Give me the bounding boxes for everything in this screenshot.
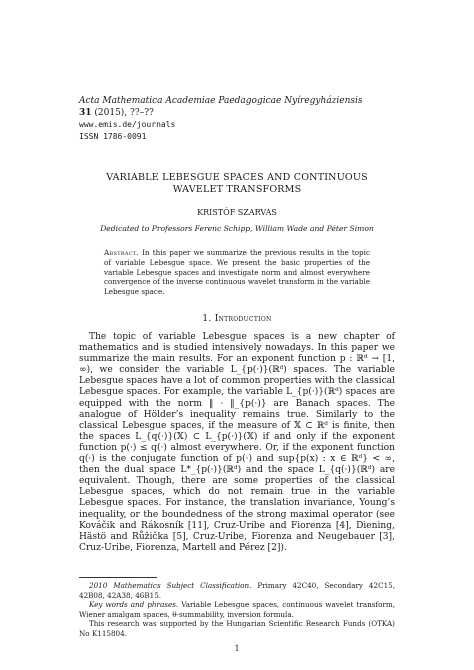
abstract <box>104 248 370 297</box>
journal-header <box>79 96 409 142</box>
journal-url[interactable]: www.emis.de/journals <box>79 120 176 129</box>
title-line-1: VARIABLE LEBESGUE SPACES AND CONTINUOUS <box>106 172 368 183</box>
footnote-msc <box>79 581 395 600</box>
page-number: 1 <box>234 644 240 653</box>
volume-year-pages: (2015), ??–?? <box>91 107 154 118</box>
journal-name: Acta Mathematica Academiae Paedagogicae Nyíregyháziensis <box>79 96 363 106</box>
paragraph: The topic of variable Lebesgue spaces is a new chapter of mathematics and is studied intensively nowadays. In this paper we summarize the main results. For an exponent function p : ℝᵈ → [1, ∞), we consider the variable L_{p(·)}(ℝᵈ) spaces. The variable Lebesgue spaces have a lot of common properties with the classical Lebesgue spaces. For example, the variable L_{p(·)}(ℝᵈ) spaces are equipped with the norm ‖ · ‖_{p(·)} are Banach spaces. The analogue of Hölder’s inequality remains true. Similarly to the classical Lebesgue spaces, if the measure of 𝕏 ⊂ ℝᵈ is finite, then the spaces L_{q(·)}(𝕏) ⊂ L_{p(·)}(𝕏) if and only if the exponent function p(·) ≤ q(·) almost everywhere. Or, if the exponent function q(·) is the conjugate function of p(·) and sup{p(x) : x ∈ ℝᵈ} < ∞, then the dual space L*_{p(·)}(ℝᵈ) and the space L_{q(·)}(ℝᵈ) are equivalent. Though, there are some properties of the classical Lebesgue spaces, which do not remain true in the variable Lebesgue spaces. For instance, the translation invariance, Young’s inequality, or the boundedness of the strong maximal operator (see Kováčik and Rákosník [11], Cruz-Uribe and Fiorenza [4], Diening, Hästö and Růžička [5], Cruz-Uribe, Fiorenza and Neugebauer [3], Cruz-Uribe, Fiorenza, Martell and Pérez [2]). <box>79 332 395 553</box>
footnote-keywords <box>79 600 395 619</box>
footnotes <box>79 581 395 639</box>
section-title: Introduction <box>214 314 272 324</box>
keywords-text: Variable Lebesgue spaces, continuous wavelet transform, Wiener amalgam spaces, θ-summability, inversion formula. <box>79 600 395 619</box>
keywords-label: Key words and phrases. <box>89 600 179 610</box>
dedication: Dedicated to Professors Ferenc Schipp, William Wade and Péter Simon <box>100 224 374 233</box>
footnote-rule <box>79 577 157 578</box>
abstract-text: In this paper we summarize the previous results in the topic of variable Lebesgue space. We present the basic properties of the variable Lebesgue spaces and investigate norm and almost everywhere convergence of the inverse continuous wavelet transform in the variable Lebesgue space. <box>104 248 370 297</box>
section-heading <box>79 314 395 324</box>
author: KRISTÓF SZARVAS <box>197 208 277 217</box>
msc-text: Primary 42C40, Secondary 42C15, 42B08, 42A38, 46B15. <box>79 581 396 600</box>
paper-title <box>79 172 395 196</box>
body-text <box>79 332 395 554</box>
journal-issn: ISSN 1786-0091 <box>79 131 147 141</box>
abstract-label: Abstract. <box>104 248 140 257</box>
section-number: 1. <box>202 314 212 324</box>
footnote-support: This research was supported by the Hungarian Scientific Research Funds (OTKA) No K115804. <box>79 619 395 638</box>
journal-volume <box>79 108 409 120</box>
volume-number: 31 <box>79 107 92 118</box>
title-line-2: WAVELET TRANSFORMS <box>172 184 302 195</box>
msc-label: 2010 Mathematics Subject Classification. <box>89 581 252 590</box>
